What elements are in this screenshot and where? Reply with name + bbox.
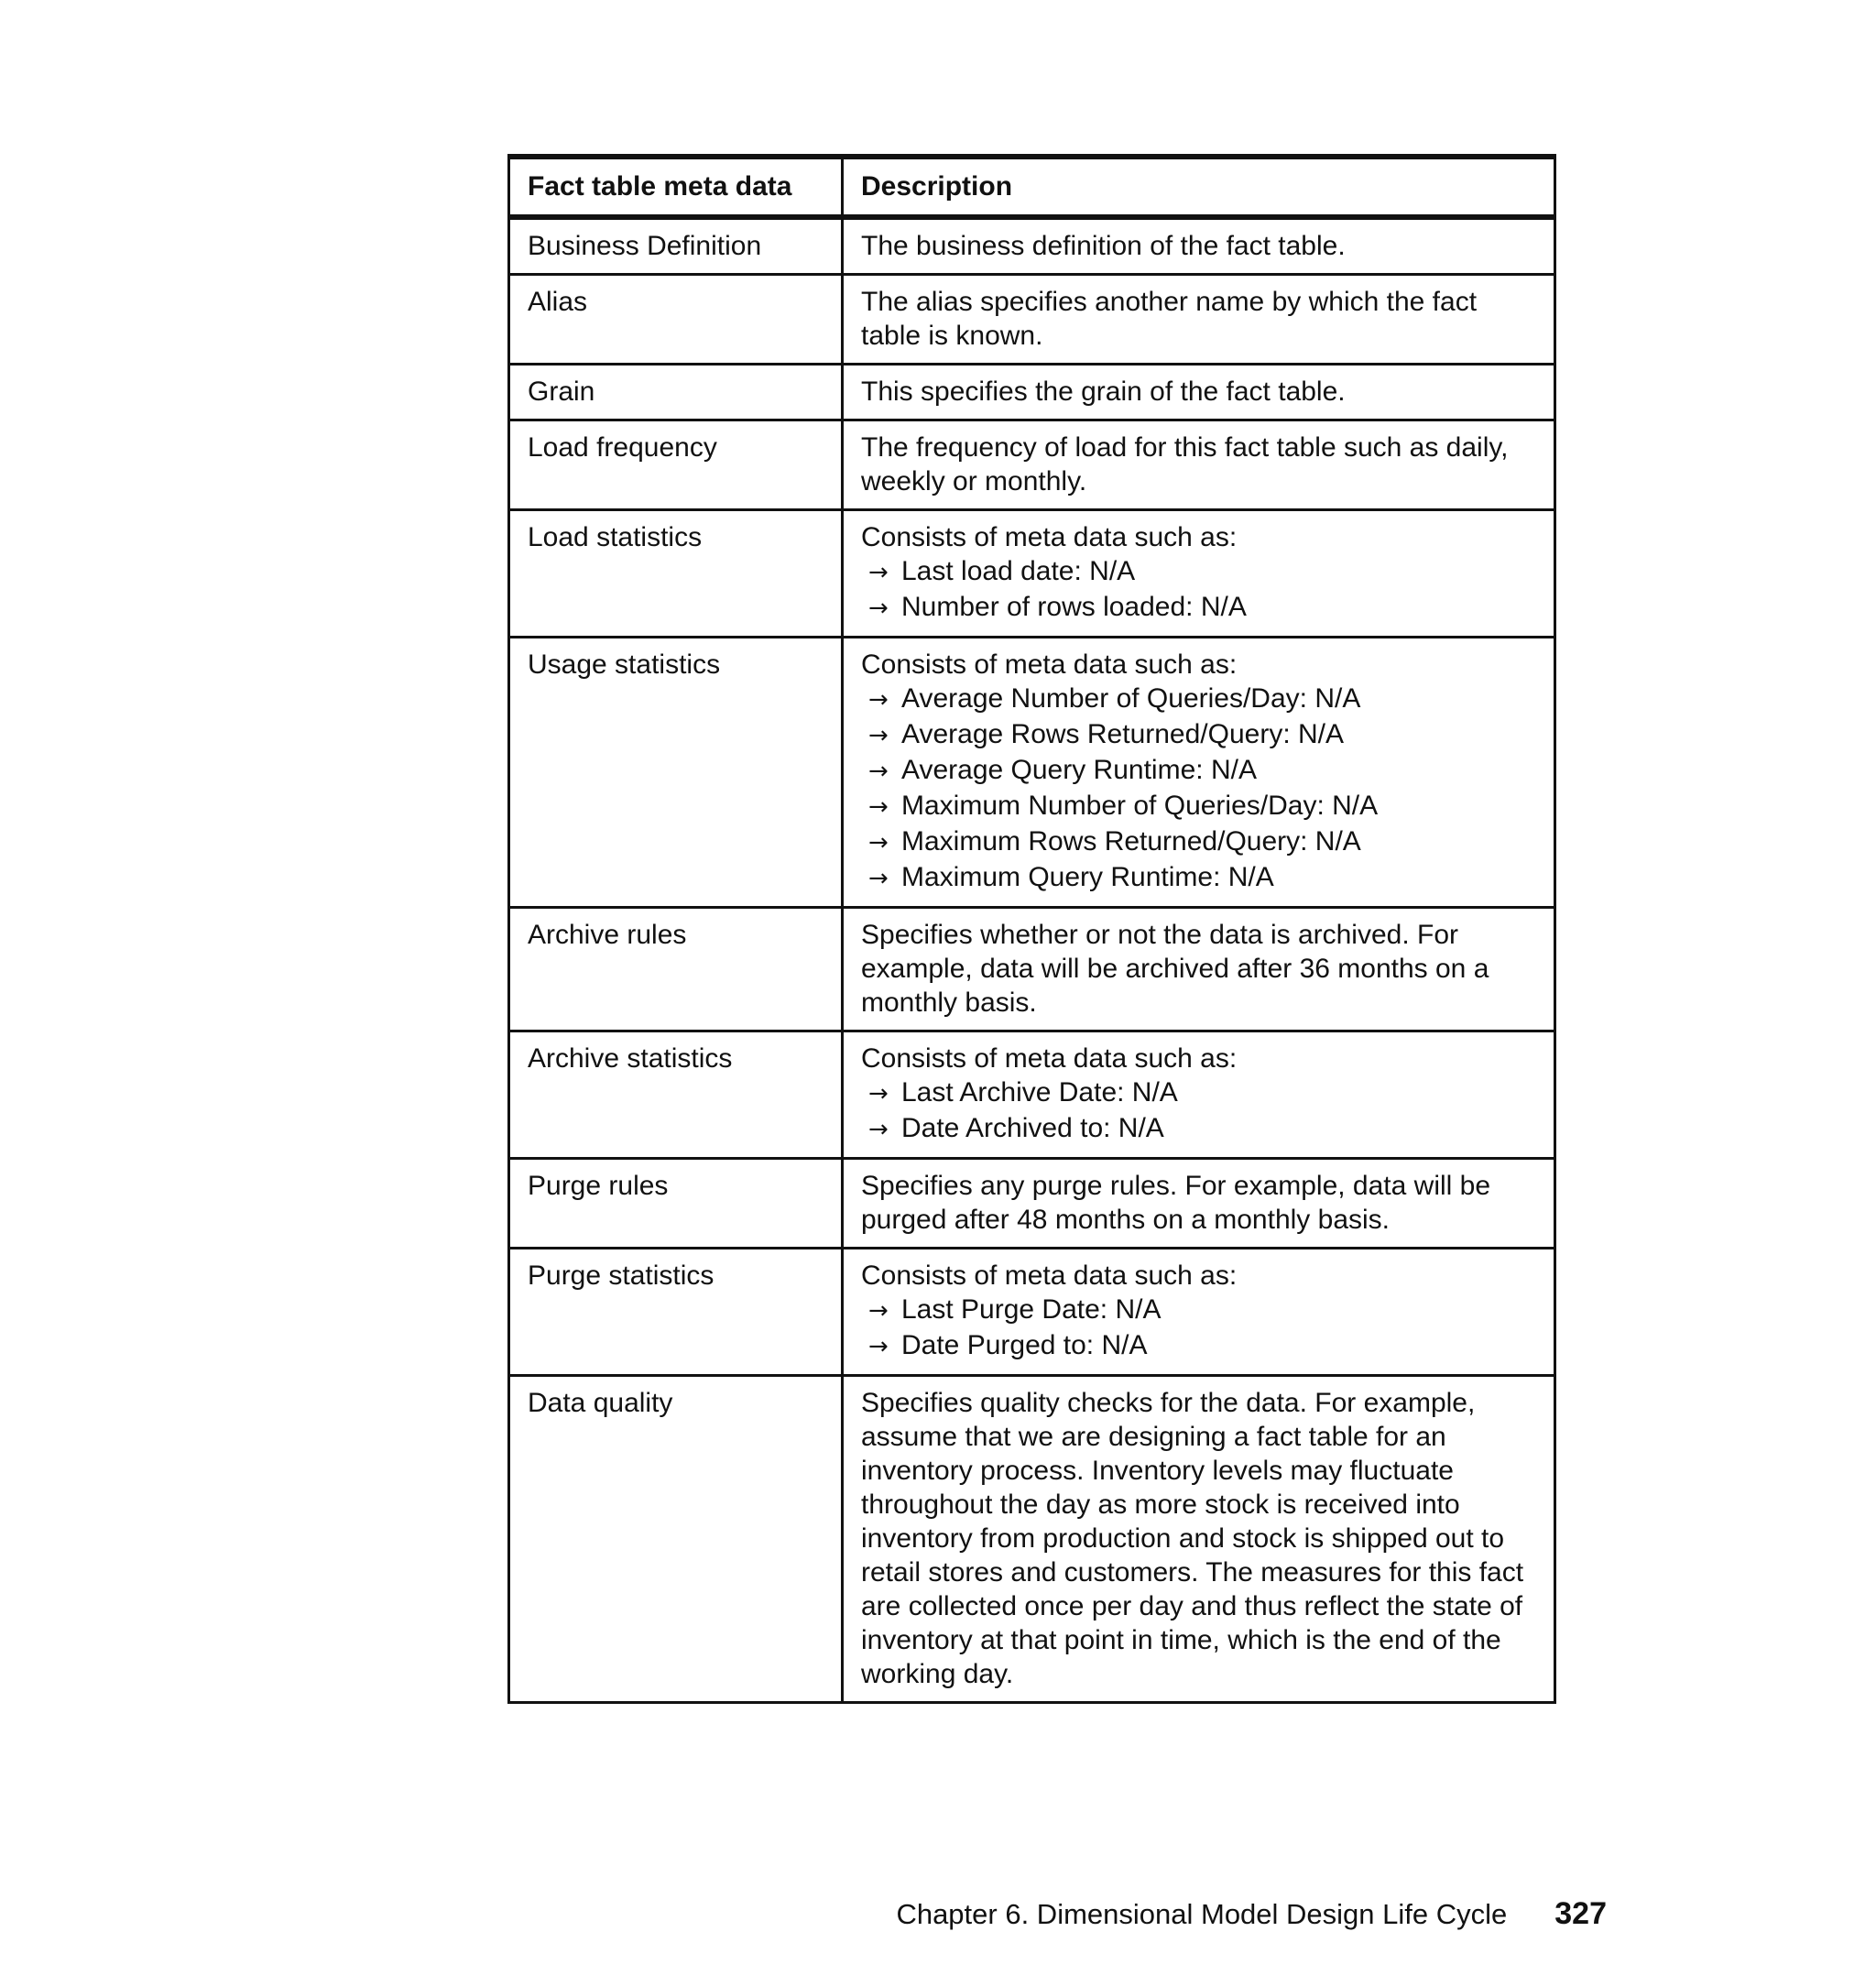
metadata-name: Purge statistics [509,1249,843,1376]
arrow-right-icon: → [868,1297,889,1325]
metadata-name: Alias [509,275,843,365]
table-row [509,1249,1555,1376]
metadata-description: Consists of meta data such as: [861,649,1238,680]
list-item-text: Date Archived to: N/A [901,1113,1164,1143]
table-body [509,217,1555,1703]
metadata-description-cell [843,510,1555,638]
metadata-description-cell [843,1031,1555,1159]
metadata-description-cell [843,1249,1555,1376]
list-item-text: Last load date: N/A [901,556,1136,586]
list-item [861,554,1533,590]
list-item-text: Last Archive Date: N/A [901,1077,1178,1108]
arrow-right-icon: → [868,722,889,749]
metadata-description-cell [843,638,1555,908]
arrow-right-icon: → [868,559,889,586]
metadata-description-cell [843,365,1555,420]
metadata-name: Load frequency [509,420,843,510]
list-item [861,1111,1533,1147]
page-footer [896,1896,1607,1932]
list-item [861,1328,1533,1364]
list-item-text: Maximum Number of Queries/Day: N/A [901,791,1379,821]
metadata-name: Usage statistics [509,638,843,908]
metadata-name: Load statistics [509,510,843,638]
metadata-description: Specifies any purge rules. For example, data will be purged after 48 months on a monthly basis. [861,1171,1491,1235]
list-item-text: Average Rows Returned/Query: N/A [901,719,1345,749]
table-row [509,908,1555,1031]
list-item [861,753,1533,789]
metadata-description: Specifies whether or not the data is archived. For example, data will be archived after 36 months on a monthly basis. [861,920,1489,1018]
table-row [509,275,1555,365]
table-row [509,365,1555,420]
metadata-description: This specifies the grain of the fact table. [861,376,1346,407]
metadata-description-cell [843,275,1555,365]
metadata-description-cell [843,908,1555,1031]
list-item [861,1293,1533,1328]
list-item-text: Average Number of Queries/Day: N/A [901,683,1361,714]
list-item [861,789,1533,824]
table-row [509,1031,1555,1159]
list-item [861,717,1533,753]
metadata-description-cell [843,217,1555,275]
metadata-description-cell [843,1376,1555,1703]
metadata-list [861,682,1533,896]
header-metadata: Fact table meta data [509,157,843,217]
table-row [509,638,1555,908]
metadata-description: The alias specifies another name by which the fact table is known. [861,287,1478,351]
table-row [509,420,1555,510]
list-item-text: Maximum Query Runtime: N/A [901,862,1274,892]
metadata-name: Archive statistics [509,1031,843,1159]
list-item-text: Average Query Runtime: N/A [901,755,1257,785]
metadata-name: Purge rules [509,1159,843,1249]
page-number: 327 [1554,1896,1607,1931]
metadata-list [861,1293,1533,1364]
table-row [509,1159,1555,1249]
metadata-description: Consists of meta data such as: [861,522,1238,552]
list-item [861,860,1533,896]
arrow-right-icon: → [868,1333,889,1360]
list-item [861,824,1533,860]
fact-table-metadata-table [507,154,1556,1704]
list-item [861,590,1533,626]
header-description: Description [843,157,1555,217]
list-item-text: Maximum Rows Returned/Query: N/A [901,826,1361,857]
metadata-list [861,1075,1533,1147]
arrow-right-icon: → [868,793,889,821]
metadata-description: Consists of meta data such as: [861,1043,1238,1074]
list-item [861,1075,1533,1111]
arrow-right-icon: → [868,595,889,622]
list-item-text: Number of rows loaded: N/A [901,592,1247,622]
list-item-text: Last Purge Date: N/A [901,1294,1162,1325]
metadata-description-cell [843,420,1555,510]
arrow-right-icon: → [868,758,889,785]
table-header-row [509,157,1555,217]
metadata-description: The frequency of load for this fact table such as daily, weekly or monthly. [861,432,1509,496]
chapter-title: Chapter 6. Dimensional Model Design Life Cycle [896,1898,1508,1930]
arrow-right-icon: → [868,865,889,892]
arrow-right-icon: → [868,829,889,857]
metadata-name: Business Definition [509,217,843,275]
arrow-right-icon: → [868,686,889,714]
table-row [509,510,1555,638]
metadata-list [861,554,1533,626]
table-row [509,1376,1555,1703]
arrow-right-icon: → [868,1080,889,1108]
arrow-right-icon: → [868,1116,889,1143]
metadata-name: Data quality [509,1376,843,1703]
list-item-text: Date Purged to: N/A [901,1330,1148,1360]
metadata-description: Consists of meta data such as: [861,1260,1238,1291]
metadata-description: The business definition of the fact table. [861,231,1346,261]
metadata-description-cell [843,1159,1555,1249]
list-item [861,682,1533,717]
table-row [509,217,1555,275]
metadata-name: Grain [509,365,843,420]
metadata-description: Specifies quality checks for the data. For example, assume that we are designing a fact table for an inventory process. Inventory levels may fluctuate throughout the day as more stock is received into inventory from production and stock is shipped out to retail stores and customers. The measures for this fact are collected once per day and thus reflect the state of inventory at that point in time, which is the end of the working day. [861,1388,1524,1689]
metadata-name: Archive rules [509,908,843,1031]
